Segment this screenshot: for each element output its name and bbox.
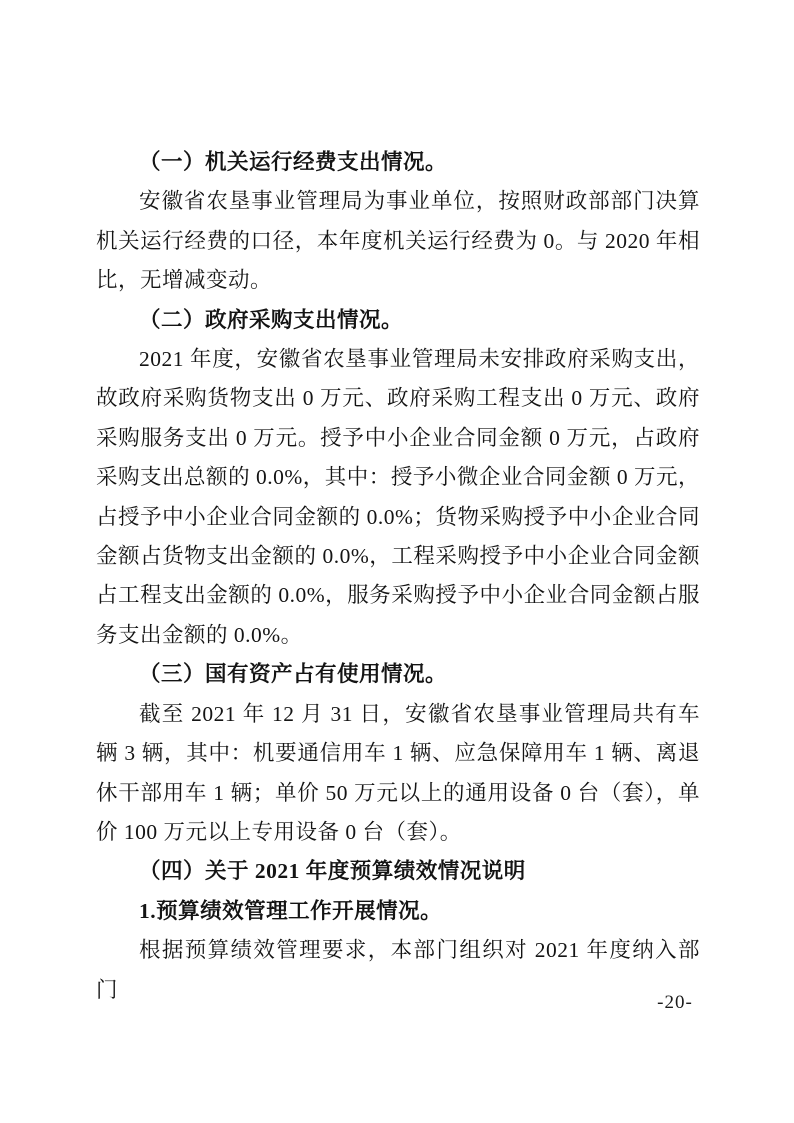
paragraph-performance-management-work: 根据预算绩效管理要求，本部门组织对 2021 年度纳入部门 <box>96 938 700 1002</box>
paragraph-state-owned-assets: 截至 2021 年 12 月 31 日，安徽省农垦事业管理局共有车辆 3 辆，其中：机要通信用车 1 辆、应急保障用车 1 辆、离退休干部用车 1 辆；单价 50 万元以上的通用设备 0 台（套），单价 100 万元以上专用设备 0 台（套）。 <box>96 701 700 844</box>
page-content <box>96 143 700 1010</box>
section-heading-government-procurement: （二）政府采购支出情况。 <box>139 307 404 332</box>
section-heading-agency-operating-expense: （一）机关运行经费支出情况。 <box>139 150 448 174</box>
section-heading-state-owned-assets: （三）国有资产占有使用情况。 <box>139 662 448 687</box>
page-number: -20- <box>657 992 693 1013</box>
paragraph-government-procurement: 2021 年度，安徽省农垦事业管理局未安排政府采购支出，故政府采购货物支出 0 万元、政府采购工程支出 0 万元、政府采购服务支出 0 万元。授予中小企业合同金额 0 万元，占政府采购支出总额的 0.0%，其中：授予小微企业合同金额 0 万元，占授予中小企业合同金额的 0.0%；货物采购授予中小企业合同金额占货物支出金额的 0.0%，工程采购授予中小企业合同金额占工程支出金额的 0.0%，服务采购授予中小企业合同金额占服务支出金额的 0.0%。 <box>96 347 700 647</box>
section-heading-budget-performance: （四）关于 2021 年度预算绩效情况说明 <box>139 859 526 884</box>
subheading-performance-management-work: 1.预算绩效管理工作开展情况。 <box>139 898 443 923</box>
paragraph-agency-operating-expense: 安徽省农垦事业管理局为事业单位，按照财政部部门决算机关运行经费的口径，本年度机关运行经费为 0。与 2020 年相比，无增减变动。 <box>96 189 700 293</box>
